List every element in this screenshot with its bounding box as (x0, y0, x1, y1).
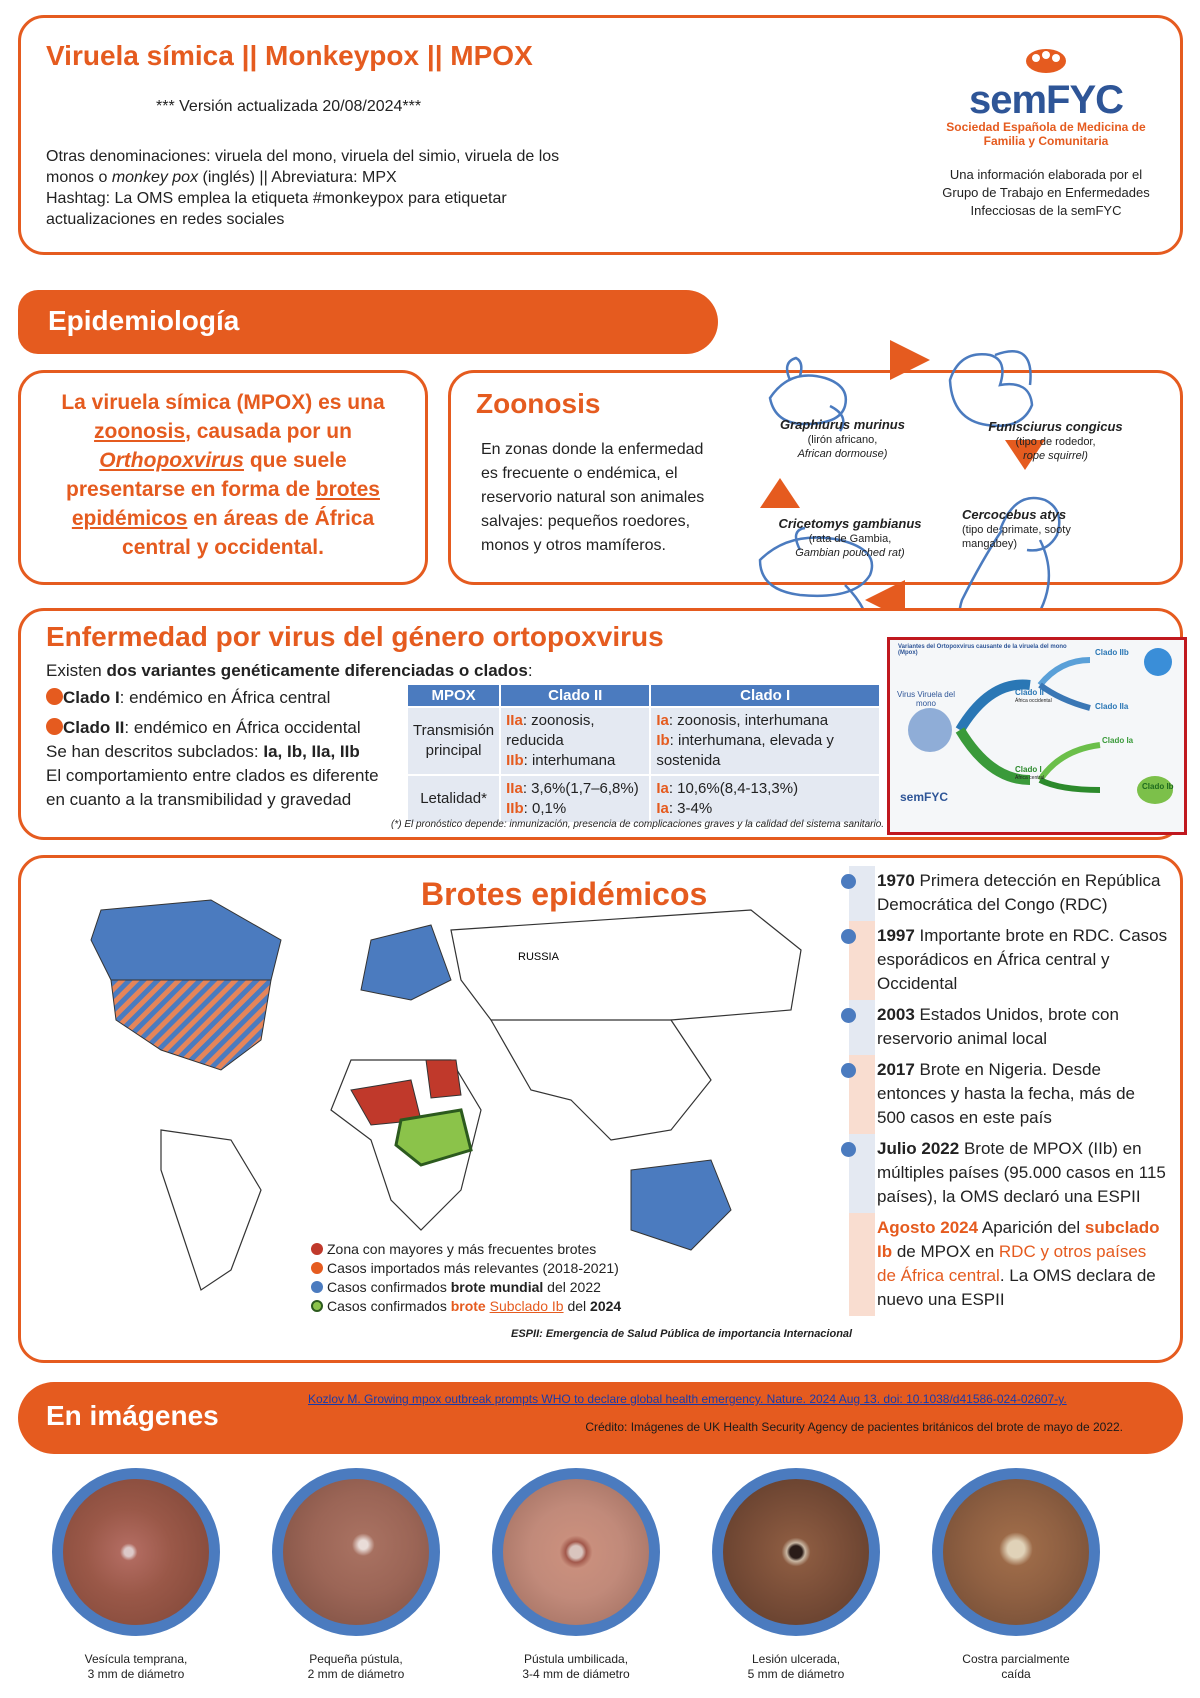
europe-shape (361, 925, 451, 1000)
table-cell: Ia: zoonosis, interhumana Ib: interhumana, elevada y sostenida (650, 707, 880, 775)
logo-society: Sociedad Española de Medicina de Familia y Comunitaria (946, 120, 1146, 148)
semfyc-emblem-icon (1022, 43, 1070, 75)
timeline-node-icon (841, 929, 856, 944)
clade-list (46, 686, 396, 812)
australia-shape (631, 1160, 731, 1250)
orthopoxvirus-term: Orthopoxvirus (99, 449, 244, 472)
timeline-item: 2017 Brote en Nigeria. Desde entonces y hasta la fecha, más de 500 casos en este país (831, 1055, 1176, 1134)
table-cell: IIa: 3,6%(1,7–6,8%) IIb: 0,1% (500, 775, 650, 823)
world-map (31, 870, 831, 1300)
table-header: Clado II (500, 684, 650, 707)
prognosis-note: (*) El pronóstico depende: inmunización, presencia de complicaciones graves y la calidad del sistema sanitario. (391, 819, 885, 830)
epidemiology-bar: Epidemiología (18, 290, 718, 354)
legend-item: Casos importados más relevantes (2018-2021) (311, 1260, 619, 1276)
logo-info: Una información elaborada por el Grupo de Trabajo en Enfermedades Infecciosas de la semFYC (942, 167, 1150, 218)
timeline (831, 866, 1176, 1316)
table-cell: Ia: 10,6%(8,4-13,3%) Ia: 3-4% (650, 775, 880, 823)
asia-shape (491, 1020, 711, 1140)
clade-2-item: Clado II: endémico en África occidental (46, 716, 396, 740)
animal-label-dormouse: Graphiurus murinus (lirón africano, African dormouse) (780, 417, 905, 460)
subclades-text: Se han descritos subclados: Ia, Ib, IIa, IIb (46, 742, 360, 761)
table-cell: Letalidad* (407, 775, 500, 823)
timeline-item: 1997 Importante brote en RDC. Casos esporádicos en África central y Occidental (831, 921, 1176, 1000)
table-header: Clado I (650, 684, 880, 707)
espii-note: ESPII: Emergencia de Salud Pública de importancia Internacional (511, 1328, 853, 1340)
timeline-node-icon (841, 1063, 856, 1078)
clade-1-item: Clado I: endémico en África central (46, 686, 396, 710)
legend-dot-icon (311, 1243, 323, 1255)
caption-2: Pequeña pústula, 2 mm de diámetro (307, 1652, 405, 1681)
brotes-term: brotes epidémicos (71, 478, 380, 530)
timeline-item: Agosto 2024 Aparición del subclado Ib de MPOX en RDC y otros países de África central. La OMS declara de nuevo una ESPII (831, 1213, 1176, 1316)
usa-shape (111, 980, 271, 1070)
arrow-right-icon (890, 340, 930, 380)
semfyc-logo (936, 43, 1156, 220)
version-text: *** Versión actualizada 20/08/2024*** (156, 98, 422, 115)
table-row (407, 707, 880, 775)
image-credit: Crédito: Imágenes de UK Health Security Agency de pacientes británicos del brote de mayo de 2022. (585, 1420, 1123, 1434)
subclade-link[interactable]: Subclado Ib (489, 1298, 564, 1314)
legend-dot-icon (311, 1262, 323, 1274)
animal-label-squirrel: Funisciurus congicus (tipo de rodedor, rope squirrel) (988, 419, 1123, 462)
table-header: MPOX (407, 684, 500, 707)
timeline-node-icon (841, 1008, 856, 1023)
timeline-node-icon (841, 874, 856, 889)
disease-title: Enfermedad por virus del género ortopoxvirus (46, 621, 664, 652)
arrow-up-icon (760, 478, 800, 508)
lesion-photo-2 (272, 1468, 440, 1636)
header-box (18, 15, 1183, 255)
lesion-photo-5 (932, 1468, 1100, 1636)
clade-table (406, 683, 881, 824)
bullet-icon (46, 718, 63, 735)
south-america-shape (161, 1130, 261, 1290)
timeline-item: 1970 Primera detección en República Democrática del Congo (RDC) (831, 866, 1176, 921)
bullet-icon (46, 688, 63, 705)
animal-label-rat: Cricetomys gambianus (rata de Gambia, Gambian pouched rat) (778, 516, 922, 559)
other-names: Otras denominaciones: viruela del mono, viruela del simio, viruela de los monos o monkey pox (inglés) || Abreviatura: MPX Hashtag: La OMS emplea la etiqueta #monkeypox para etiquetar actualizaciones en redes sociales (46, 148, 560, 228)
globe-icon (1144, 648, 1172, 676)
legend-item: Casos confirmados brote Subclado Ib del 2024 (311, 1298, 621, 1314)
timeline-node-icon (841, 1142, 856, 1157)
disease-box (18, 608, 1183, 840)
images-title: En imágenes (46, 1400, 219, 1431)
logo-brand: semFYC (968, 78, 1124, 122)
disease-intro: Existen dos variantes genéticamente diferenciadas o clados: (46, 661, 533, 680)
outbreaks-box (18, 855, 1183, 1363)
virus-icon (908, 708, 952, 752)
caption-4: Lesión ulcerada, 5 mm de diámetro (747, 1652, 845, 1681)
page-title: Viruela símica || Monkeypox || MPOX (46, 40, 533, 71)
timeline-item: 2003 Estados Unidos, brote con reservorio animal local (831, 1000, 1176, 1055)
table-cell: IIa: zoonosis, reducida IIb: interhumana (500, 707, 650, 775)
timeline-item: Julio 2022 Brote de MPOX (IIb) en múltiples países (95.000 casos en 115 países), la OMS declaró una ESPII (831, 1134, 1176, 1213)
caption-1: Vesícula temprana, 3 mm de diámetro (84, 1652, 188, 1681)
lesion-photo-1 (52, 1468, 220, 1636)
caption-3: Pústula umbilicada, 3-4 mm de diámetro (522, 1652, 630, 1681)
legend-item: Zona con mayores y más frecuentes brotes (311, 1241, 596, 1257)
canada-shape (91, 900, 281, 990)
outbreaks-title: Brotes epidémicos (421, 876, 708, 912)
legend-item: Casos confirmados brote mundial del 2022 (311, 1279, 601, 1295)
hashtag-text: Hashtag: La OMS emplea la etiqueta #monkeypox para etiquetar actualizaciones en redes sociales (46, 190, 507, 228)
definition-box: La viruela símica (MPOX) es una zoonosis, causada por un Orthopoxvirus que suele presentarse en forma de brotes epidémicos en áreas de África central y occidental. (18, 370, 428, 585)
animal-label-monkey: Cercocebus atys (tipo de primate, sooty mangabey) (962, 507, 1071, 550)
behaviour-text: El comportamiento entre clados es diferente en cuanto a la transmibilidad y gravedad (46, 766, 379, 809)
table-cell: Transmisión principal (407, 707, 500, 775)
images-bar (18, 1382, 1183, 1454)
legend-dot-icon (311, 1281, 323, 1293)
central-africa-shape (426, 1060, 461, 1098)
clade-variants-figure: Variantes del Ortopoxvirus causante de la viruela del mono (Mpox) Virus Viruela del mono Clado II África occidental Clado I África central Clado IIb Clado IIa Clado Ia Clado Ib semFYC (887, 637, 1187, 835)
zoonosis-link: zoonosis (94, 420, 186, 443)
lesion-photo-4 (712, 1468, 880, 1636)
russia-label: RUSSIA (518, 951, 559, 963)
lesion-photo-3 (492, 1468, 660, 1636)
caption-5: Costra parcialmente caída (962, 1652, 1070, 1681)
zoonosis-desc: En zonas donde la enfermedad es frecuente o endémica, el reservorio natural son animales salvajes: pequeños roedores, monos y otros mamíferos. (481, 441, 705, 554)
legend-dot-icon (311, 1300, 323, 1312)
table-row (407, 775, 880, 823)
zoonosis-title: Zoonosis (476, 388, 601, 419)
squirrel-icon (950, 351, 1032, 426)
citation-link[interactable]: Kozlov M. Growing mpox outbreak prompts WHO to declare global health emergency. Nature. 2024 Aug 13. doi: 10.1038/d41586-024-02607-y. (308, 1392, 1067, 1406)
